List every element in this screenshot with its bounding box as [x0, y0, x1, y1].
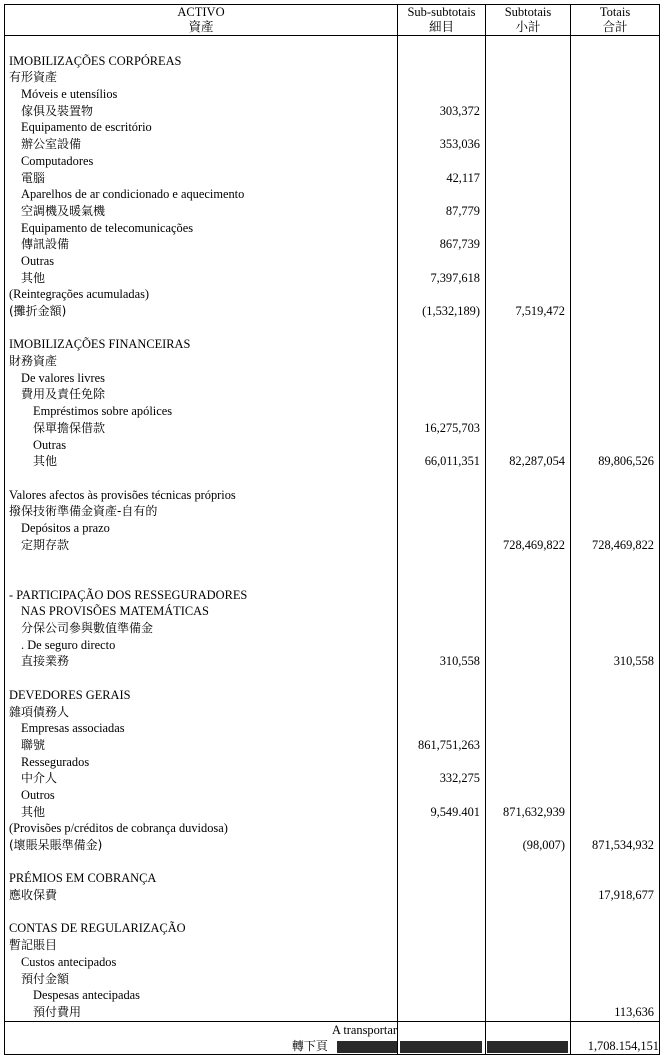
row-total [571, 971, 659, 988]
row-subtotal [486, 603, 570, 620]
row-total [571, 420, 659, 437]
row-sub-subtotal [398, 971, 485, 988]
row-subtotal [486, 86, 570, 103]
sub-subtotals-column [398, 36, 486, 1022]
row-sub-subtotal: 310,558 [439, 654, 480, 669]
carry-forward-total [571, 1021, 660, 1054]
row-total: 310,558 [613, 654, 654, 669]
row-label: Empresas associadas [21, 721, 125, 736]
row-subtotal [486, 587, 570, 604]
row-label: Móveis e utensílios [21, 87, 118, 102]
row-subtotal [486, 704, 570, 721]
row-subtotal [486, 437, 570, 454]
redaction-mark [487, 1041, 568, 1053]
row-sub-subtotal: 9,549.401 [430, 804, 480, 819]
row-subtotal: 871,632,939 [503, 804, 565, 819]
row-total [571, 603, 659, 620]
row-label: 傢俱及裝置物 [21, 103, 94, 118]
row-subtotal [486, 53, 570, 70]
row-label: 預付費用 [33, 1004, 82, 1019]
row-subtotal [486, 103, 570, 120]
row-sub-subtotal [398, 370, 485, 387]
carry-forward-label: A transportar 轉下頁 [5, 1021, 398, 1054]
row-label [5, 570, 397, 587]
row-total [571, 220, 659, 237]
row-sub-subtotal [398, 253, 485, 270]
row-total [571, 186, 659, 203]
row-sub-subtotal: 66,011,351 [424, 454, 480, 469]
row-sub-subtotal [398, 687, 485, 704]
row-total [571, 804, 659, 821]
row-total [571, 937, 659, 954]
row-sub-subtotal [398, 553, 485, 570]
row-total [571, 203, 659, 220]
label-column [5, 36, 398, 1022]
row-sub-subtotal [398, 520, 485, 537]
row-label [5, 470, 397, 487]
row-sub-subtotal [398, 954, 485, 971]
row-subtotal [486, 69, 570, 86]
row-sub-subtotal [398, 637, 485, 654]
row-subtotal [486, 370, 570, 387]
row-label: Custos antecipados [21, 954, 117, 969]
row-total [571, 553, 659, 570]
row-sub-subtotal: 42,117 [446, 170, 480, 185]
row-label: 聯號 [21, 737, 46, 752]
row-sub-subtotal: 867,739 [439, 237, 480, 252]
row-sub-subtotal: 332,275 [439, 771, 480, 786]
row-total [571, 69, 659, 86]
row-sub-subtotal [398, 1004, 485, 1021]
row-sub-subtotal: (1,532,189) [422, 304, 480, 318]
header-subtotais: Subtotais 小計 [486, 5, 571, 36]
row-total [571, 637, 659, 654]
row-label: PRÉMIOS EM COBRANÇA [9, 871, 157, 886]
row-subtotal [486, 987, 570, 1004]
row-label [5, 854, 397, 871]
row-label: 撥保技術準備金資產-自有的 [9, 504, 158, 519]
row-subtotal [486, 787, 570, 804]
row-label [5, 320, 397, 337]
row-sub-subtotal: 353,036 [439, 137, 480, 152]
subtotals-column [486, 36, 571, 1022]
row-label: - PARTICIPAÇÃO DOS RESSEGURADORES [9, 587, 248, 602]
row-subtotal [486, 270, 570, 287]
row-label: 有形資產 [9, 70, 58, 85]
row-sub-subtotal [398, 603, 485, 620]
row-total [571, 119, 659, 136]
row-sub-subtotal [398, 36, 485, 53]
row-subtotal [486, 1004, 570, 1021]
row-label: NAS PROVISÕES MATEMÁTICAS [21, 604, 209, 619]
row-label: 定期存款 [21, 537, 70, 552]
row-sub-subtotal [398, 837, 485, 854]
row-sub-subtotal [398, 820, 485, 837]
row-total [571, 86, 659, 103]
row-label: 其他 [33, 454, 58, 469]
row-subtotal [486, 670, 570, 687]
row-total [571, 870, 659, 887]
row-total [571, 854, 659, 871]
row-label: Despesas antecipadas [33, 988, 140, 1003]
row-total [571, 670, 659, 687]
row-total [571, 470, 659, 487]
row-total [571, 770, 659, 787]
row-label: . De seguro directo [21, 637, 116, 652]
totals-column [571, 36, 660, 1022]
row-total [571, 253, 659, 270]
row-total [571, 587, 659, 604]
row-label: 其他 [21, 270, 46, 285]
row-sub-subtotal: 7,397,618 [430, 270, 480, 285]
row-total [571, 170, 659, 187]
row-subtotal [486, 170, 570, 187]
row-subtotal [486, 954, 570, 971]
row-total [571, 503, 659, 520]
row-sub-subtotal [398, 854, 485, 871]
row-subtotal [486, 136, 570, 153]
row-sub-subtotal [398, 904, 485, 921]
row-sub-subtotal [398, 704, 485, 721]
row-label: (Provisões p/créditos de cobrança duvidosa) [9, 821, 228, 836]
table-header-row [5, 5, 660, 36]
row-label: Equipamento de escritório [21, 120, 152, 135]
carry-forward-label-cjk: 轉下頁 [291, 1038, 328, 1053]
row-subtotal [486, 737, 570, 754]
row-subtotal [486, 153, 570, 170]
row-sub-subtotal: 303,372 [439, 103, 480, 118]
carry-forward-row [5, 1021, 660, 1054]
row-subtotal [486, 620, 570, 637]
row-total [571, 704, 659, 721]
row-sub-subtotal [398, 870, 485, 887]
row-sub-subtotal: 861,751,263 [418, 737, 480, 752]
row-subtotal [486, 503, 570, 520]
row-label: 辦公室設備 [21, 137, 82, 152]
row-label: 預付金額 [21, 971, 70, 986]
row-sub-subtotal [398, 153, 485, 170]
row-subtotal [486, 420, 570, 437]
row-sub-subtotal [398, 670, 485, 687]
row-total: 89,806,526 [598, 454, 654, 469]
row-sub-subtotal [398, 353, 485, 370]
row-subtotal [486, 820, 570, 837]
row-subtotal [486, 336, 570, 353]
row-label: 空調機及暖氣機 [21, 203, 106, 218]
carry-forward-mid [486, 1021, 571, 1054]
row-subtotal [486, 220, 570, 237]
row-label: 傳訊設備 [21, 237, 70, 252]
grand-total-value: 1,708.154,151 [587, 1038, 659, 1053]
row-sub-subtotal [398, 920, 485, 937]
row-label: DEVEDORES GERAIS [9, 687, 131, 702]
row-label: Ressegurados [21, 754, 90, 769]
row-total [571, 987, 659, 1004]
row-subtotal [486, 653, 570, 670]
row-subtotal [486, 520, 570, 537]
row-total [571, 437, 659, 454]
row-subtotal [486, 637, 570, 654]
row-label: 暫記賬目 [9, 938, 58, 953]
row-sub-subtotal [398, 186, 485, 203]
row-total: 728,469,822 [592, 537, 654, 552]
redaction-mark [337, 1041, 397, 1053]
row-sub-subtotal: 87,779 [445, 203, 480, 218]
row-sub-subtotal [398, 503, 485, 520]
row-sub-subtotal [398, 386, 485, 403]
row-sub-subtotal [398, 537, 485, 554]
row-subtotal [486, 904, 570, 921]
row-subtotal [486, 186, 570, 203]
row-total [571, 687, 659, 704]
row-subtotal [486, 403, 570, 420]
header-activo: ACTIVO 資產 [5, 5, 398, 36]
row-sub-subtotal [398, 119, 485, 136]
balance-sheet-table [4, 4, 660, 1055]
header-totais: Totais 合計 [571, 5, 660, 36]
row-subtotal [486, 119, 570, 136]
row-total [571, 286, 659, 303]
row-label: CONTAS DE REGULARIZAÇÃO [9, 921, 186, 936]
row-sub-subtotal [398, 570, 485, 587]
document-page [0, 4, 664, 1053]
row-label: (Reintegrações acumuladas) [9, 287, 150, 302]
row-total [571, 353, 659, 370]
row-sub-subtotal [398, 336, 485, 353]
row-label: 分保公司參與數值準備金 [21, 621, 154, 636]
row-subtotal [486, 236, 570, 253]
row-sub-subtotal [398, 937, 485, 954]
row-total [571, 403, 659, 420]
row-sub-subtotal [398, 437, 485, 454]
row-total [571, 570, 659, 587]
row-subtotal: 82,287,054 [509, 454, 565, 469]
row-total [571, 270, 659, 287]
row-subtotal [486, 854, 570, 871]
row-total [571, 737, 659, 754]
row-label: 中介人 [21, 771, 58, 786]
row-sub-subtotal [398, 620, 485, 637]
row-total [571, 320, 659, 337]
row-label [5, 553, 397, 570]
row-subtotal [486, 770, 570, 787]
row-total: 17,918,677 [598, 888, 654, 903]
row-sub-subtotal [398, 403, 485, 420]
row-total [571, 820, 659, 837]
row-total [571, 370, 659, 387]
row-sub-subtotal [398, 787, 485, 804]
row-label [5, 670, 397, 687]
row-total [571, 103, 659, 120]
row-sub-subtotal [398, 69, 485, 86]
row-sub-subtotal [398, 487, 485, 504]
row-total [571, 303, 659, 320]
row-total [571, 720, 659, 737]
row-total [571, 386, 659, 403]
row-label: Computadores [21, 153, 94, 168]
table-body-row [5, 36, 660, 1022]
row-label: 保單擔保借款 [33, 420, 106, 435]
row-sub-subtotal [398, 320, 485, 337]
row-sub-subtotal [398, 720, 485, 737]
row-subtotal [486, 570, 570, 587]
row-total [571, 53, 659, 70]
row-total [571, 153, 659, 170]
row-label [5, 904, 397, 921]
row-total [571, 787, 659, 804]
row-sub-subtotal [398, 86, 485, 103]
row-label: 直接業務 [21, 654, 70, 669]
row-subtotal [486, 971, 570, 988]
row-sub-subtotal [398, 286, 485, 303]
row-label: Valores afectos às provisões técnicas próprios [9, 487, 236, 502]
row-subtotal [486, 320, 570, 337]
row-label: Outras [21, 253, 55, 268]
row-subtotal [486, 470, 570, 487]
row-total [571, 754, 659, 771]
row-label: Depósitos a prazo [21, 520, 110, 535]
row-subtotal: 7,519,472 [515, 304, 565, 318]
row-total [571, 336, 659, 353]
row-subtotal [486, 286, 570, 303]
row-subtotal [486, 920, 570, 937]
row-total: 113,636 [614, 1004, 654, 1019]
row-subtotal [486, 937, 570, 954]
row-total [571, 620, 659, 637]
row-subtotal [486, 754, 570, 771]
row-total [571, 520, 659, 537]
row-subtotal [486, 687, 570, 704]
row-label: 應收保費 [9, 888, 58, 903]
redaction-mark [400, 1041, 482, 1053]
carry-forward-sub [398, 1021, 486, 1054]
row-total [571, 236, 659, 253]
row-subtotal: (98,007) [522, 838, 565, 852]
row-subtotal [486, 386, 570, 403]
row-total [571, 904, 659, 921]
row-total: 871,534,932 [592, 838, 654, 852]
row-subtotal [486, 553, 570, 570]
row-label: IMOBILIZAÇÕES CORPÓREAS [9, 53, 182, 68]
row-label: 財務資產 [9, 354, 58, 369]
row-sub-subtotal [398, 987, 485, 1004]
row-label: 其他 [21, 804, 46, 819]
row-label: Equipamento de telecomunicações [21, 220, 194, 235]
row-label: Aparelhos de ar condicionado e aquecimento [21, 187, 245, 202]
row-label: De valores livres [21, 370, 105, 385]
row-subtotal [486, 487, 570, 504]
row-total [571, 136, 659, 153]
row-subtotal [486, 353, 570, 370]
row-label: (壞賬呆賬準備金) [9, 838, 103, 852]
row-subtotal [486, 870, 570, 887]
row-subtotal [486, 253, 570, 270]
row-subtotal: 728,469,822 [503, 537, 565, 552]
row-label: Outros [21, 787, 55, 802]
row-subtotal [486, 720, 570, 737]
row-label: 費用及責任免除 [21, 387, 106, 402]
row-label: Outras [33, 437, 67, 452]
row-label: 電腦 [21, 170, 46, 185]
row-sub-subtotal [398, 220, 485, 237]
row-sub-subtotal [398, 754, 485, 771]
row-total [571, 954, 659, 971]
header-sub-subtotais: Sub-subtotais 細目 [398, 5, 486, 36]
row-label: 雜項債務人 [9, 704, 70, 719]
row-total [571, 920, 659, 937]
row-label: Empréstimos sobre apólices [33, 404, 173, 419]
row-sub-subtotal: 16,275,703 [424, 420, 480, 435]
row-subtotal [486, 203, 570, 220]
row-sub-subtotal [398, 470, 485, 487]
row-sub-subtotal [398, 587, 485, 604]
row-total [571, 36, 659, 53]
row-label [5, 36, 397, 53]
row-total [571, 487, 659, 504]
row-label: IMOBILIZAÇÕES FINANCEIRAS [9, 337, 191, 352]
row-sub-subtotal [398, 53, 485, 70]
row-subtotal [486, 36, 570, 53]
row-label: (攤折金額) [9, 304, 67, 318]
row-subtotal [486, 887, 570, 904]
row-sub-subtotal [398, 887, 485, 904]
